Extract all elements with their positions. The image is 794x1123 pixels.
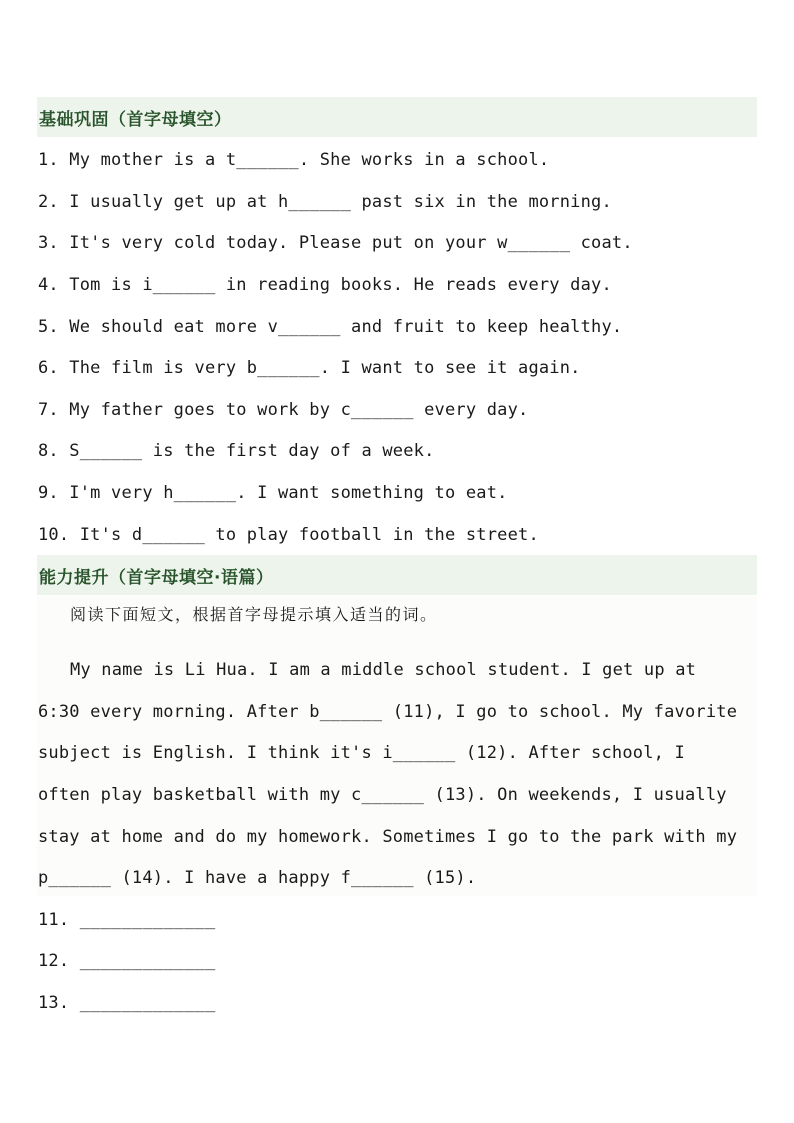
question-10: 10. It's d______ to play football in the street. xyxy=(38,525,539,545)
passage-line-2: 6:30 every morning. After b______ (11), I go to school. My favorite xyxy=(38,702,738,722)
section-header-advanced xyxy=(37,555,757,595)
question-2: 2. I usually get up at h______ past six in the morning. xyxy=(38,192,612,212)
passage-line-1: My name is Li Hua. I am a middle school student. I get up at xyxy=(70,660,697,680)
passage-line-5: stay at home and do my homework. Sometimes I go to the park with my xyxy=(38,827,738,847)
answer-line-11: 11. _____________ xyxy=(38,910,216,930)
passage-line-4: often play basketball with my c______ (13). On weekends, I usually xyxy=(38,785,727,805)
section-title-basic: 基础巩固（首字母填空） xyxy=(39,109,232,130)
answer-line-12: 12. _____________ xyxy=(38,951,216,971)
question-3: 3. It's very cold today. Please put on your w______ coat. xyxy=(38,233,633,253)
question-8: 8. S______ is the first day of a week. xyxy=(38,441,435,461)
answer-line-13: 13. _____________ xyxy=(38,993,216,1013)
section-title-advanced: 能力提升（首字母填空·语篇） xyxy=(39,567,274,588)
passage-line-3: subject is English. I think it's i______ (12). After school, I xyxy=(38,743,685,763)
question-5: 5. We should eat more v______ and fruit to keep healthy. xyxy=(38,317,623,337)
passage-instruction: 阅读下面短文，根据首字母提示填入适当的词。 xyxy=(70,605,438,624)
question-4: 4. Tom is i______ in reading books. He reads every day. xyxy=(38,275,612,295)
question-1: 1. My mother is a t______. She works in a school. xyxy=(38,150,550,170)
passage-line-6: p______ (14). I have a happy f______ (15). xyxy=(38,868,477,888)
question-9: 9. I'm very h______. I want something to eat. xyxy=(38,483,508,503)
question-6: 6. The film is very b______. I want to see it again. xyxy=(38,358,581,378)
question-7: 7. My father goes to work by c______ every day. xyxy=(38,400,529,420)
section-header-basic xyxy=(37,97,757,137)
